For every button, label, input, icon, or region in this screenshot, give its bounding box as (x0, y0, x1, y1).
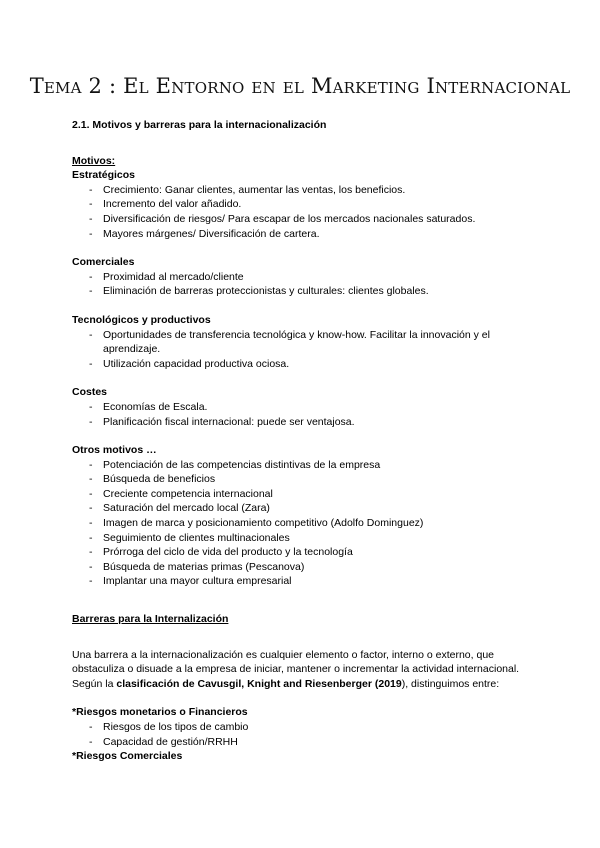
list-item: - Capacidad de gestión/RRHH (72, 735, 534, 750)
group-title-estrategicos: Estratégicos (72, 169, 136, 182)
group-title-tecnologicos: Tecnológicos y productivos (72, 313, 211, 326)
riesgos-monetarios-heading: *Riesgos monetarios o Financieros (72, 706, 248, 719)
barreras-heading: Barreras para la Internalización (72, 613, 229, 626)
paragraph-citation: clasificación de Cavusgil, Knight and Riesenberger (2019 (116, 677, 402, 690)
motivos-heading: Motivos: (72, 154, 116, 167)
barreras-paragraph (72, 648, 534, 692)
list-estrategicos (72, 183, 534, 241)
page-title: Tema 2 : El Entorno en el Marketing Internacional (29, 74, 571, 98)
list-otros (72, 458, 534, 589)
list-item: - Búsqueda de beneficios (72, 472, 534, 487)
list-riesgos-monetarios (72, 720, 534, 749)
list-item: - Saturación del mercado local (Zara) (72, 501, 534, 516)
list-item: - Eliminación de barreras proteccionistas y culturales: clientes globales. (72, 284, 534, 299)
list-item: - Incremento del valor añadido. (72, 197, 534, 212)
group-title-comerciales: Comerciales (72, 256, 135, 269)
list-item: - Búsqueda de materias primas (Pescanova) (72, 560, 534, 575)
list-costes (72, 400, 534, 429)
list-item: - Crecimiento: Ganar clientes, aumentar las ventas, los beneficios. (72, 183, 534, 198)
paragraph-text-end: ), distinguimos entre: (401, 677, 500, 690)
list-item: - Oportunidades de transferencia tecnológica y know-how. Facilitar la innovación y el aprendizaje. (72, 328, 534, 357)
document-body (72, 118, 534, 764)
list-item: - Implantar una mayor cultura empresarial (72, 574, 534, 589)
riesgos-comerciales-heading: *Riesgos Comerciales (72, 750, 183, 763)
list-tecnologicos (72, 328, 534, 372)
group-title-costes: Costes (72, 386, 108, 399)
list-item: - Mayores márgenes/ Diversificación de cartera. (72, 227, 534, 242)
list-item: - Planificación fiscal internacional: puede ser ventajosa. (72, 415, 534, 430)
list-item: - Utilización capacidad productiva ociosa. (72, 357, 534, 372)
list-item: - Imagen de marca y posicionamiento competitivo (Adolfo Dominguez) (72, 516, 534, 531)
section-heading: 2.1. Motivos y barreras para la internacionalización (72, 119, 327, 131)
paragraph-text-start: Una barrera a la internacionalización es cualquier elemento o factor, interno o externo, que obstaculiza o disuade a la empresa de iniciar, mantener o incrementar la actividad internacional. Según la (72, 648, 520, 690)
list-item: - Diversificación de riesgos/ Para escapar de los mercados nacionales saturados. (72, 212, 534, 227)
list-item: - Seguimiento de clientes multinacionales (72, 531, 534, 546)
group-title-otros: Otros motivos … (72, 444, 157, 457)
list-item: - Potenciación de las competencias distintivas de la empresa (72, 458, 534, 473)
list-item: - Prórroga del ciclo de vida del producto y la tecnología (72, 545, 534, 560)
list-comerciales (72, 270, 534, 299)
list-item: - Creciente competencia internacional (72, 487, 534, 502)
list-item: - Economías de Escala. (72, 400, 534, 415)
list-item: - Riesgos de los tipos de cambio (72, 720, 534, 735)
list-item: - Proximidad al mercado/cliente (72, 270, 534, 285)
